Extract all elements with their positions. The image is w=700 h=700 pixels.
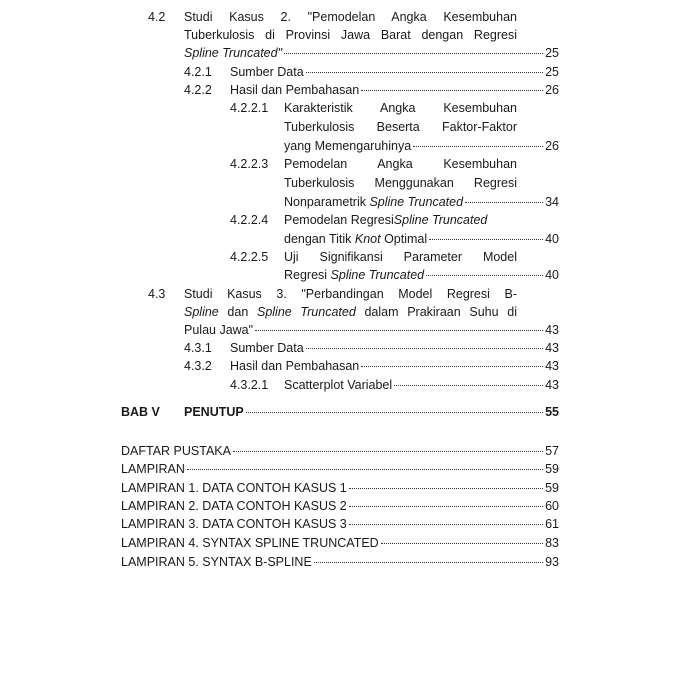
page-number: 43 xyxy=(545,323,559,337)
page-number: 59 xyxy=(545,462,559,476)
dot-leader xyxy=(465,202,543,203)
toc-entry-title: LAMPIRAN xyxy=(121,462,185,476)
page-number: 40 xyxy=(545,268,559,282)
dot-leader xyxy=(314,562,543,563)
section-number: 4.2.2.1 xyxy=(230,101,269,115)
section-number: 4.2 xyxy=(148,10,166,24)
dot-leader xyxy=(349,524,543,525)
toc-entry-text: Tuberkulosis Menggunakan Regresi xyxy=(284,176,517,190)
toc-entry-text: Studi Kasus 2. "Pemodelan Angka Kesembuhan xyxy=(184,10,517,24)
toc-entry xyxy=(284,195,559,209)
toc-entry xyxy=(230,341,559,355)
toc-entry-title: PENUTUP xyxy=(184,405,244,419)
section-number: 4.3.1 xyxy=(184,341,212,355)
dot-leader xyxy=(306,72,543,73)
dot-leader xyxy=(361,366,543,367)
toc-entry xyxy=(121,444,559,458)
dot-leader xyxy=(246,412,543,413)
toc-entry-text: Uji Signifikansi Parameter Model xyxy=(284,250,517,264)
page-number: 59 xyxy=(545,481,559,495)
toc-entry xyxy=(230,359,559,373)
toc-entry-title: DAFTAR PUSTAKA xyxy=(121,444,231,458)
toc-entry-text: Karakteristik Angka Kesembuhan xyxy=(284,101,517,115)
section-number: 4.3.2.1 xyxy=(230,378,269,392)
dot-leader xyxy=(413,146,543,147)
section-number: 4.2.2.4 xyxy=(230,213,269,227)
dot-leader xyxy=(426,275,543,276)
page-number: 61 xyxy=(545,517,559,531)
page-number: 43 xyxy=(545,378,559,392)
toc-entry-title: Nonparametrik Spline Truncated xyxy=(284,195,464,209)
page-number: 26 xyxy=(545,139,559,153)
page-number: 43 xyxy=(545,359,559,373)
toc-entry-text: Pemodelan Regresi Spline Truncated xyxy=(284,213,488,227)
page-number: 83 xyxy=(545,536,559,550)
dot-leader xyxy=(187,469,543,470)
page-number: 40 xyxy=(545,232,559,246)
toc-entry-text: Pemodelan Angka Kesembuhan xyxy=(284,157,517,171)
toc-entry xyxy=(121,481,559,495)
section-number: 4.3 xyxy=(148,287,166,301)
section-number: 4.2.2.5 xyxy=(230,250,269,264)
toc-entry xyxy=(121,555,559,569)
toc-entry-title: LAMPIRAN 4. SYNTAX SPLINE TRUNCATED xyxy=(121,536,379,550)
toc-entry xyxy=(284,378,559,392)
section-number: 4.2.1 xyxy=(184,65,212,79)
toc-entry-title: Sumber Data xyxy=(230,65,304,79)
toc-entry-title: Regresi Spline Truncated xyxy=(284,268,425,282)
toc-entry-title: Sumber Data xyxy=(230,341,304,355)
toc-entry-title: Hasil dan Pembahasan xyxy=(230,83,360,97)
toc-entry xyxy=(121,499,559,513)
toc-entry-title: dengan Titik Knot Optimal xyxy=(284,232,428,246)
dot-leader xyxy=(394,385,543,386)
dot-leader xyxy=(429,239,543,240)
toc-entry xyxy=(121,462,559,476)
page-number: 26 xyxy=(545,83,559,97)
toc-entry-title: Scatterplot Variabel xyxy=(284,378,393,392)
dot-leader xyxy=(361,90,543,91)
toc-entry xyxy=(284,232,559,246)
page-number: 25 xyxy=(545,65,559,79)
toc-entry xyxy=(121,536,559,550)
page-number: 43 xyxy=(545,341,559,355)
toc-entry xyxy=(184,46,559,60)
page-number: 55 xyxy=(545,405,559,419)
toc-entry-text: Studi Kasus 3. "Perbandingan Model Regresi B- xyxy=(184,287,517,301)
dot-leader xyxy=(381,543,543,544)
toc-entry xyxy=(121,517,559,531)
dot-leader xyxy=(255,330,543,331)
toc-entry-title: Pulau Jawa" xyxy=(184,323,254,337)
section-number: 4.3.2 xyxy=(184,359,212,373)
toc-entry-text: Spline dan Spline Truncated dalam Prakiraan Suhu di xyxy=(184,305,517,319)
page-number: 34 xyxy=(545,195,559,209)
toc-entry xyxy=(230,83,559,97)
page-number: 60 xyxy=(545,499,559,513)
toc-entry-title: yang Memengaruhinya xyxy=(284,139,412,153)
dot-leader xyxy=(349,506,543,507)
toc-entry-title: LAMPIRAN 5. SYNTAX B-SPLINE xyxy=(121,555,312,569)
toc-entry-text: Tuberkulosis di Provinsi Jawa Barat dengan Regresi xyxy=(184,28,517,42)
chapter-label: BAB V xyxy=(121,405,160,419)
page-number: 93 xyxy=(545,555,559,569)
toc-entry-title: LAMPIRAN 2. DATA CONTOH KASUS 2 xyxy=(121,499,347,513)
dot-leader xyxy=(284,53,543,54)
toc-entry xyxy=(184,323,559,337)
toc-entry-title: LAMPIRAN 3. DATA CONTOH KASUS 3 xyxy=(121,517,347,531)
dot-leader xyxy=(306,348,543,349)
section-number: 4.2.2.3 xyxy=(230,157,269,171)
dot-leader xyxy=(349,488,543,489)
toc-entry xyxy=(184,405,559,419)
page-number: 57 xyxy=(545,444,559,458)
toc-entry-text: Tuberkulosis Beserta Faktor-Faktor xyxy=(284,120,517,134)
toc-entry xyxy=(230,65,559,79)
toc-entry-title: Spline Truncated" xyxy=(184,46,283,60)
toc-entry xyxy=(284,268,559,282)
toc-entry-title: Hasil dan Pembahasan xyxy=(230,359,360,373)
toc-entry xyxy=(284,139,559,153)
page-number: 25 xyxy=(545,46,559,60)
dot-leader xyxy=(233,451,543,452)
toc-entry-title: LAMPIRAN 1. DATA CONTOH KASUS 1 xyxy=(121,481,347,495)
section-number: 4.2.2 xyxy=(184,83,212,97)
